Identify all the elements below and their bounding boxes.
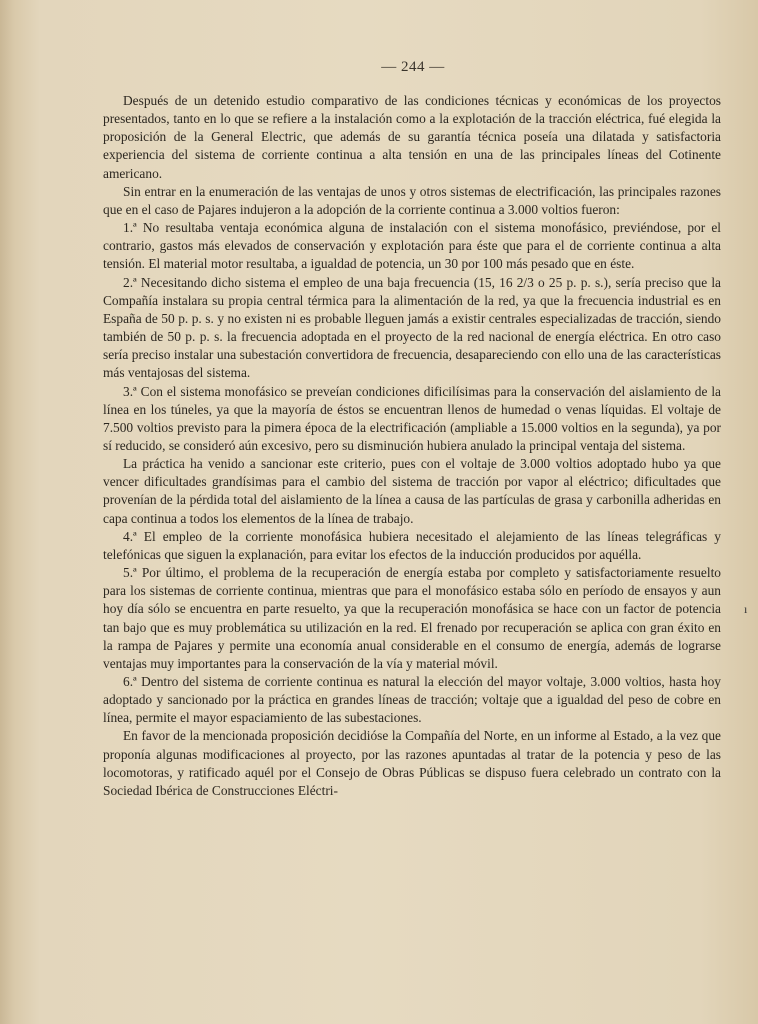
paragraph-reasons-lead: Sin entrar en la enumeración de las ventajas de unos y otros sistemas de electrificación, las principales razones que en el caso de Pajares indujeron a la adopción de la corriente continua a 3.000 voltios fueron: xyxy=(103,183,721,217)
paragraph-reason-4: 4.ª El empleo de la corriente monofásica hubiera necesitado el alejamiento de las líneas telegráficas y telefónicas que siguen la explanación, para evitar los efectos de la inducción producidos por aquélla. xyxy=(103,528,721,562)
paragraph-reason-5: 5.ª Por último, el problema de la recuperación de energía estaba por completo y satisfactoriamente resuelto para los sistemas de corriente continua, mientras que para el monofásico estaba sólo en período de ensayos y aun hoy día sólo se encuentra en parte resuelto, ya que la recuperación monofásica se hace con un factor de potencia tan bajo que es muy problemática su utilización en la red. El frenado por recuperación se aplica con gran éxito en la rampa de Pajares y permite una economía anual considerable en el consumo de energía, además de lograrse ventajas muy importantes para la conservación de la vía y material móvil. xyxy=(103,565,721,671)
paragraph-reason-6: 6.ª Dentro del sistema de corriente continua es natural la elección del mayor voltaje, 3.000 voltios, hasta hoy adoptado y sancionado por la práctica en grandes líneas de tracción; voltaje que a igualdad del peso de cobre en línea, permite el mayor espaciamiento de las subestaciones. xyxy=(103,674,721,726)
paragraph-practice: La práctica ha venido a sancionar este criterio, pues con el voltaje de 3.000 voltios adoptado hubo ya que vencer dificultades grandísimas para el cambio del sistema de tracción por vapor al eléctrico; dificultades que provenían de la pérdida total del aislamiento de la línea a causa de las partículas de grasa y carbonilla adheridas en capa continua a todos los elementos de la línea de trabajo. xyxy=(103,456,721,526)
paragraph-conclusion: En favor de la mencionada proposición decidióse la Compañía del Norte, en un informe al Estado, a la vez que proponía algunas modificaciones al proyecto, por las razones apuntadas al tratar de la potencia y peso de las locomotoras, y ratificado aquél por el Consejo de Obras Públicas se dispuso fuera celebrado un contrato con la Sociedad Ibérica de Construcciones Eléctri- xyxy=(103,728,721,798)
body-text xyxy=(103,92,721,800)
margin-mark: ı xyxy=(744,602,748,616)
paragraph-reason-3: 3.ª Con el sistema monofásico se preveían condiciones dificilísimas para la conservación del aislamiento de la línea en los túneles, ya que la mayoría de éstos se encuentran llenos de humedad o venas líquidas. El voltaje de 7.500 voltios previsto para la pimera época de la electrificación (ampliable a 15.000 voltios en la segunda), ya por sí reducido, se consideró aún excesivo, pero su disminución hubiera anulado la principal ventaja del sistema. xyxy=(103,383,721,453)
paragraph-intro: Después de un detenido estudio comparativo de las condiciones técnicas y económicas de los proyectos presentados, tanto en lo que se refiere a la instalación como a la explotación de la tracción eléctrica, fué elegida la proposición de la General Electric, que además de su garantía técnica poseía una dilatada y satisfactoria experiencia del sistema de corriente continua a alta tensión en una de las principales líneas del Cotinente americano. xyxy=(103,93,721,181)
page-number: — 244 — xyxy=(381,59,445,75)
paragraph-reason-2: 2.ª Necesitando dicho sistema el empleo de una baja frecuencia (15, 16 2/3 o 25 p. p. s.), sería preciso que la Compañía instalara su propia central térmica para la alimentación de la red, ya que la frecuencia industrial es en España de 50 p. p. s. y no existen ni es probable lleguen jamás a existir centrales especializadas de tracción, siendo también de 50 p. p. s. la frecuencia adoptada en el proyecto de la red nacional de energía eléctrica. En otro caso sería preciso instalar una subestación convertidora de frecuencia, desapareciendo con ello una de las características más ventajosas del sistema. xyxy=(103,274,721,381)
paragraph-reason-1: 1.ª No resultaba ventaja económica alguna de instalación con el sistema monofásico, previéndose, por el contrario, gastos más elevados de conservación y explotación para éste que para el de corriente continua a alta tensión. El material motor resultaba, a igualdad de potencia, un 30 por 100 más pesado que en éste. xyxy=(103,220,721,272)
